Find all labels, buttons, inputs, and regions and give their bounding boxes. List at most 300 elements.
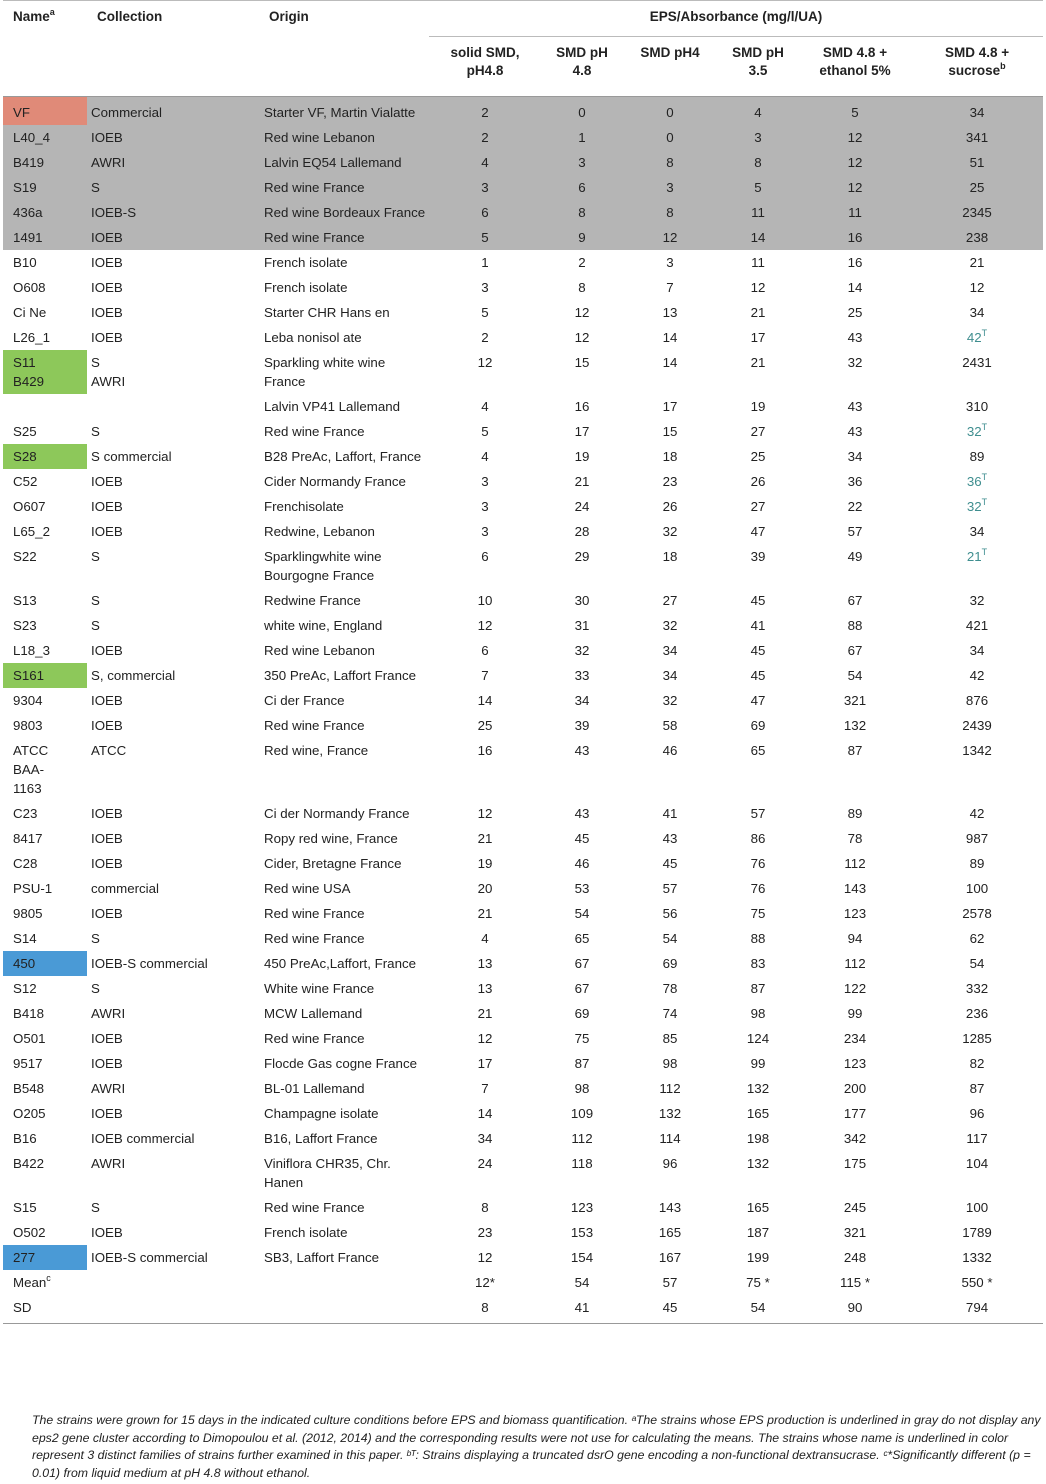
value-cell	[799, 150, 911, 175]
header-col-5: SMD 4.8 + ethanol 5%	[799, 37, 911, 97]
value-text: 100	[965, 1200, 989, 1215]
strain-name-cell: L40_4	[3, 125, 87, 150]
value-cell	[799, 175, 911, 200]
value-cell	[911, 275, 1043, 300]
value-text: 56	[662, 906, 678, 921]
value-text: 12	[477, 806, 493, 821]
collection-cell: IOEB	[91, 1225, 123, 1240]
value-text: 54	[574, 906, 590, 921]
value-text: 57	[847, 524, 863, 539]
value-text: 132	[746, 1081, 770, 1096]
table-row	[3, 125, 1043, 150]
collection-cell: S	[91, 593, 100, 608]
value-text: 43	[847, 399, 863, 414]
origin-cell: Red wine France	[259, 175, 429, 200]
value-text: 27	[750, 499, 766, 514]
value-text: 54	[847, 668, 863, 683]
value-cell	[623, 926, 717, 951]
value-cell	[429, 275, 541, 300]
value-text: 98	[750, 1006, 766, 1021]
value-cell	[799, 588, 911, 613]
value-text: 75	[750, 906, 766, 921]
value-cell	[717, 801, 799, 826]
value-cell	[799, 1101, 911, 1126]
table-row	[3, 688, 1043, 713]
value-cell	[717, 275, 799, 300]
collection-cell: ATCC	[91, 743, 127, 758]
value-cell	[429, 1101, 541, 1126]
value-text: 12	[969, 280, 985, 295]
value-text: 16	[477, 743, 493, 758]
value-text: 65	[574, 931, 590, 946]
value-cell	[429, 225, 541, 250]
collection-cell: IOEB	[91, 693, 123, 708]
value-text: 78	[847, 831, 863, 846]
value-cell	[911, 1220, 1043, 1245]
value-text: 21	[969, 255, 985, 270]
value-cell	[911, 150, 1043, 175]
value-text: 0	[578, 105, 586, 120]
value-text: 19	[574, 449, 590, 464]
value-text: 248	[843, 1250, 867, 1265]
value-cell	[429, 901, 541, 926]
table-row	[3, 826, 1043, 851]
value-text: 2	[481, 330, 489, 345]
value-cell	[429, 826, 541, 851]
origin-cell: Flocde Gas cogne France	[264, 1056, 417, 1071]
value-text: 3	[481, 280, 489, 295]
value-text: 45	[750, 643, 766, 658]
value-cell	[623, 1245, 717, 1270]
value-text: 12	[574, 305, 590, 320]
value-cell	[429, 1151, 541, 1195]
value-text: 21	[477, 831, 493, 846]
value-text: 3	[754, 130, 762, 145]
value-cell	[541, 1126, 623, 1151]
collection-cell: S	[87, 175, 259, 200]
origin-cell: Sparkling white wine France	[264, 355, 386, 389]
summary-row	[3, 1270, 1043, 1295]
value-cell	[541, 588, 623, 613]
value-cell	[911, 1245, 1043, 1270]
value-text: 62	[969, 931, 985, 946]
value-cell	[623, 225, 717, 250]
collection-cell: AWRI	[91, 1081, 126, 1096]
value-cell	[541, 394, 623, 419]
value-cell	[717, 638, 799, 663]
collection-cell: Commercial	[87, 97, 259, 126]
origin-cell: French isolate	[264, 255, 348, 270]
value-text: 57	[750, 806, 766, 821]
value-cell	[717, 876, 799, 901]
value-cell	[429, 1001, 541, 1026]
origin-cell: Red wine France	[264, 931, 365, 946]
value-cell	[799, 1151, 911, 1195]
value-text: 6	[481, 643, 489, 658]
value-cell	[799, 876, 911, 901]
value-text: 321	[843, 1225, 867, 1240]
value-cell	[911, 826, 1043, 851]
strain-name-cell: B422	[13, 1156, 45, 1171]
value-cell	[429, 150, 541, 175]
value-text: 87	[750, 981, 766, 996]
table-row	[3, 300, 1043, 325]
value-cell	[717, 97, 799, 126]
value-text: 47	[750, 693, 766, 708]
value-cell	[541, 976, 623, 1001]
value-cell	[799, 851, 911, 876]
value-cell	[429, 200, 541, 225]
strain-name-cell	[3, 394, 87, 419]
value-text: 32	[662, 524, 678, 539]
value-text: 1	[481, 255, 489, 270]
table-row	[3, 97, 1043, 126]
strain-name-cell: O205	[13, 1106, 46, 1121]
value-cell	[541, 663, 623, 688]
strain-name-cell: 277	[3, 1245, 87, 1270]
value-text: 47	[750, 524, 766, 539]
value-cell	[799, 926, 911, 951]
value-cell	[717, 469, 799, 494]
table-row	[3, 951, 1043, 976]
strain-name-cell: S13	[13, 593, 37, 608]
strain-name-cell: 8417	[13, 831, 43, 846]
summary-label-text: Mean	[13, 1275, 47, 1290]
strain-name-cell: Ci Ne	[13, 305, 47, 320]
value-text: 198	[746, 1131, 770, 1146]
value-cell	[429, 588, 541, 613]
table-row	[3, 901, 1043, 926]
value-cell	[623, 97, 717, 126]
table-row	[3, 876, 1043, 901]
value-text: 20	[477, 881, 493, 896]
value-cell	[541, 97, 623, 126]
value-cell	[541, 519, 623, 544]
value-cell	[623, 1051, 717, 1076]
collection-cell: S	[91, 424, 100, 439]
value-cell	[799, 544, 911, 588]
value-text: 88	[847, 618, 863, 633]
origin-cell: Ci der Normandy France	[264, 806, 410, 821]
value-cell	[799, 394, 911, 419]
value-cell	[541, 1051, 623, 1076]
value-text: 118	[571, 1156, 593, 1171]
table-row	[3, 738, 1043, 801]
truncated-marker: T	[981, 472, 988, 482]
value-text: 12	[847, 180, 863, 195]
origin-cell: Ropy red wine, France	[264, 831, 398, 846]
table-row	[3, 1001, 1043, 1026]
collection-cell	[87, 394, 259, 419]
value-cell	[717, 1126, 799, 1151]
origin-cell: Red wine USA	[264, 881, 351, 896]
value-text: 153	[570, 1225, 594, 1240]
summary-value: 57	[662, 1275, 678, 1290]
value-cell	[717, 494, 799, 519]
table-row	[3, 851, 1043, 876]
value-cell	[717, 225, 799, 250]
value-cell	[911, 519, 1043, 544]
summary-label-text: SD	[13, 1300, 32, 1315]
value-text: 17	[477, 1056, 493, 1071]
value-text: 165	[658, 1225, 682, 1240]
value-cell	[911, 1126, 1043, 1151]
collection-cell: S	[91, 981, 100, 996]
strain-name-cell: S15	[13, 1200, 37, 1215]
value-cell	[799, 1051, 911, 1076]
value-text: 34	[969, 305, 985, 320]
value-cell	[799, 1126, 911, 1151]
value-text: 7	[666, 280, 674, 295]
strain-name-cell: B548	[13, 1081, 45, 1096]
value-text: 13	[477, 956, 493, 971]
strain-name-cell: 9805	[13, 906, 43, 921]
table-row	[3, 494, 1043, 519]
summary-value: 115 *	[839, 1275, 871, 1290]
value-text: 87	[847, 743, 863, 758]
origin-cell: Ci der France	[264, 693, 345, 708]
origin-cell: Starter VF, Martin Vialatte	[259, 97, 429, 126]
value-text: 21	[477, 906, 493, 921]
origin-cell: Redwine France	[264, 593, 361, 608]
value-text: 89	[969, 856, 985, 871]
value-text: 114	[659, 1131, 681, 1146]
origin-cell: Redwine, Lebanon	[264, 524, 375, 539]
origin-cell: 450 PreAc,Laffort, France	[264, 956, 417, 971]
value-cell	[911, 851, 1043, 876]
value-text: 54	[969, 956, 985, 971]
value-text: 32	[662, 693, 678, 708]
value-text: 8	[578, 280, 586, 295]
value-text: 13	[662, 305, 678, 320]
origin-cell: Starter CHR Hans en	[264, 305, 390, 320]
value-cell	[623, 275, 717, 300]
value-cell	[717, 250, 799, 275]
value-cell	[541, 1001, 623, 1026]
value-text: 14	[662, 355, 678, 370]
value-text: 3	[666, 255, 674, 270]
value-cell	[717, 350, 799, 394]
value-cell	[717, 519, 799, 544]
value-cell	[717, 613, 799, 638]
value-cell	[717, 1051, 799, 1076]
value-cell	[911, 1001, 1043, 1026]
value-cell	[541, 150, 623, 175]
value-text: 69	[662, 956, 678, 971]
value-text: 4	[481, 449, 489, 464]
value-cell	[717, 951, 799, 976]
table-row	[3, 1026, 1043, 1051]
value-cell	[623, 1195, 717, 1220]
value-cell	[717, 1245, 799, 1270]
value-cell	[623, 125, 717, 150]
table-row	[3, 713, 1043, 738]
origin-cell: Cider Normandy France	[264, 474, 406, 489]
value-text: 21	[574, 474, 590, 489]
value-text: 32	[574, 643, 590, 658]
value-text: 87	[574, 1056, 590, 1071]
value-cell	[429, 851, 541, 876]
value-text: 19	[750, 399, 766, 414]
value-cell	[623, 444, 717, 469]
value-text: 94	[847, 931, 863, 946]
origin-cell: Red wine France	[259, 225, 429, 250]
value-text: 29	[574, 549, 590, 564]
value-text: 42	[969, 668, 985, 683]
value-text: 39	[574, 718, 590, 733]
value-text: 2345	[962, 205, 992, 220]
strain-name-cell: 1491	[3, 225, 87, 250]
summary-value: 54	[717, 1295, 799, 1324]
table-row	[3, 638, 1043, 663]
table-row	[3, 444, 1043, 469]
strain-name-cell: S23	[13, 618, 37, 633]
value-cell	[717, 125, 799, 150]
origin-cell: Cider, Bretagne France	[264, 856, 402, 871]
value-text: 132	[658, 1106, 682, 1121]
table-row	[3, 1220, 1043, 1245]
value-text: 165	[746, 1200, 770, 1215]
value-cell	[623, 688, 717, 713]
origin-cell: Red wine France	[264, 424, 365, 439]
value-text: 0	[666, 105, 674, 120]
value-cell	[429, 1245, 541, 1270]
value-text: 75	[574, 1031, 590, 1046]
value-cell	[717, 544, 799, 588]
header-col-6: SMD 4.8 + sucrose$^b$	[911, 37, 1043, 97]
table-row	[3, 1101, 1043, 1126]
collection-cell: S AWRI	[91, 355, 126, 389]
value-text: 22	[847, 499, 863, 514]
value-cell	[429, 97, 541, 126]
value-text: 132	[746, 1156, 770, 1171]
table-row	[3, 926, 1043, 951]
value-cell	[429, 1126, 541, 1151]
value-text: 876	[965, 693, 989, 708]
value-text: 31	[574, 618, 590, 633]
value-cell	[911, 544, 1043, 588]
collection-cell: S	[91, 549, 100, 564]
header-col-4: SMD pH 3.5	[717, 37, 799, 97]
value-cell	[911, 250, 1043, 275]
collection-cell: S	[91, 931, 100, 946]
value-text: 69	[574, 1006, 590, 1021]
value-cell	[911, 901, 1043, 926]
value-cell	[623, 544, 717, 588]
value-text: 5	[481, 424, 489, 439]
empty-cell	[259, 1295, 429, 1324]
value-cell	[623, 801, 717, 826]
value-text: 1285	[962, 1031, 992, 1046]
value-text: 83	[750, 956, 766, 971]
value-cell	[911, 200, 1043, 225]
collection-cell: IOEB	[91, 524, 123, 539]
collection-cell: IOEB	[91, 305, 123, 320]
value-text: 96	[662, 1156, 678, 1171]
value-cell	[911, 976, 1043, 1001]
value-cell	[717, 1151, 799, 1195]
value-cell	[541, 544, 623, 588]
value-cell	[429, 801, 541, 826]
value-text: 2578	[962, 906, 992, 921]
origin-cell: Red wine Bordeaux France	[259, 200, 429, 225]
origin-cell: French isolate	[264, 280, 348, 295]
value-text: 234	[843, 1031, 867, 1046]
value-cell	[717, 175, 799, 200]
collection-cell: S	[91, 1200, 100, 1215]
value-text: 17	[750, 330, 766, 345]
origin-cell: B16, Laffort France	[264, 1131, 378, 1146]
value-cell	[623, 876, 717, 901]
value-cell	[623, 150, 717, 175]
value-text: 89	[969, 449, 985, 464]
collection-cell: AWRI	[91, 1156, 126, 1171]
value-cell	[799, 444, 911, 469]
value-text: 34	[662, 668, 678, 683]
value-cell	[623, 738, 717, 801]
table-row	[3, 1195, 1043, 1220]
value-cell	[623, 663, 717, 688]
value-text: 245	[843, 1200, 867, 1215]
value-cell	[799, 688, 911, 713]
strain-name-cell: VF	[3, 97, 87, 126]
table-row	[3, 588, 1043, 613]
table-body	[3, 97, 1043, 1324]
value-text: 32	[847, 355, 863, 370]
value-cell	[799, 97, 911, 126]
truncated-marker: T	[981, 328, 988, 338]
value-text: 3	[481, 474, 489, 489]
value-text: 8	[578, 205, 586, 220]
value-text: 14	[662, 330, 678, 345]
value-text: 2	[481, 105, 489, 120]
value-cell	[799, 801, 911, 826]
table-row	[3, 250, 1043, 275]
value-cell	[429, 350, 541, 394]
value-cell	[799, 1195, 911, 1220]
value-cell	[799, 1076, 911, 1101]
value-cell	[623, 394, 717, 419]
value-cell	[623, 1151, 717, 1195]
empty-cell	[87, 1295, 259, 1324]
eps-table	[3, 0, 1043, 1324]
value-cell	[717, 976, 799, 1001]
collection-cell: AWRI	[87, 150, 259, 175]
value-cell	[429, 125, 541, 150]
value-cell	[799, 1220, 911, 1245]
value-cell	[799, 613, 911, 638]
origin-cell: Red wine Lebanon	[259, 125, 429, 150]
strain-name-cell: S22	[13, 549, 37, 564]
value-cell	[911, 738, 1043, 801]
value-text: 88	[750, 931, 766, 946]
collection-cell: S, commercial	[91, 668, 176, 683]
value-cell	[623, 494, 717, 519]
header-collection: Collection	[97, 9, 163, 24]
table-row	[3, 613, 1043, 638]
origin-cell: Sparklingwhite wine Bourgogne France	[264, 549, 382, 583]
value-cell	[717, 394, 799, 419]
collection-cell: IOEB-S commercial	[91, 956, 208, 971]
strain-name-cell: C28	[13, 856, 38, 871]
value-text: 310	[965, 399, 989, 414]
value-text: 12	[750, 280, 766, 295]
value-cell	[429, 613, 541, 638]
value-cell	[541, 1151, 623, 1195]
table-row	[3, 469, 1043, 494]
value-text: 12	[477, 618, 493, 633]
value-text: 45	[750, 668, 766, 683]
